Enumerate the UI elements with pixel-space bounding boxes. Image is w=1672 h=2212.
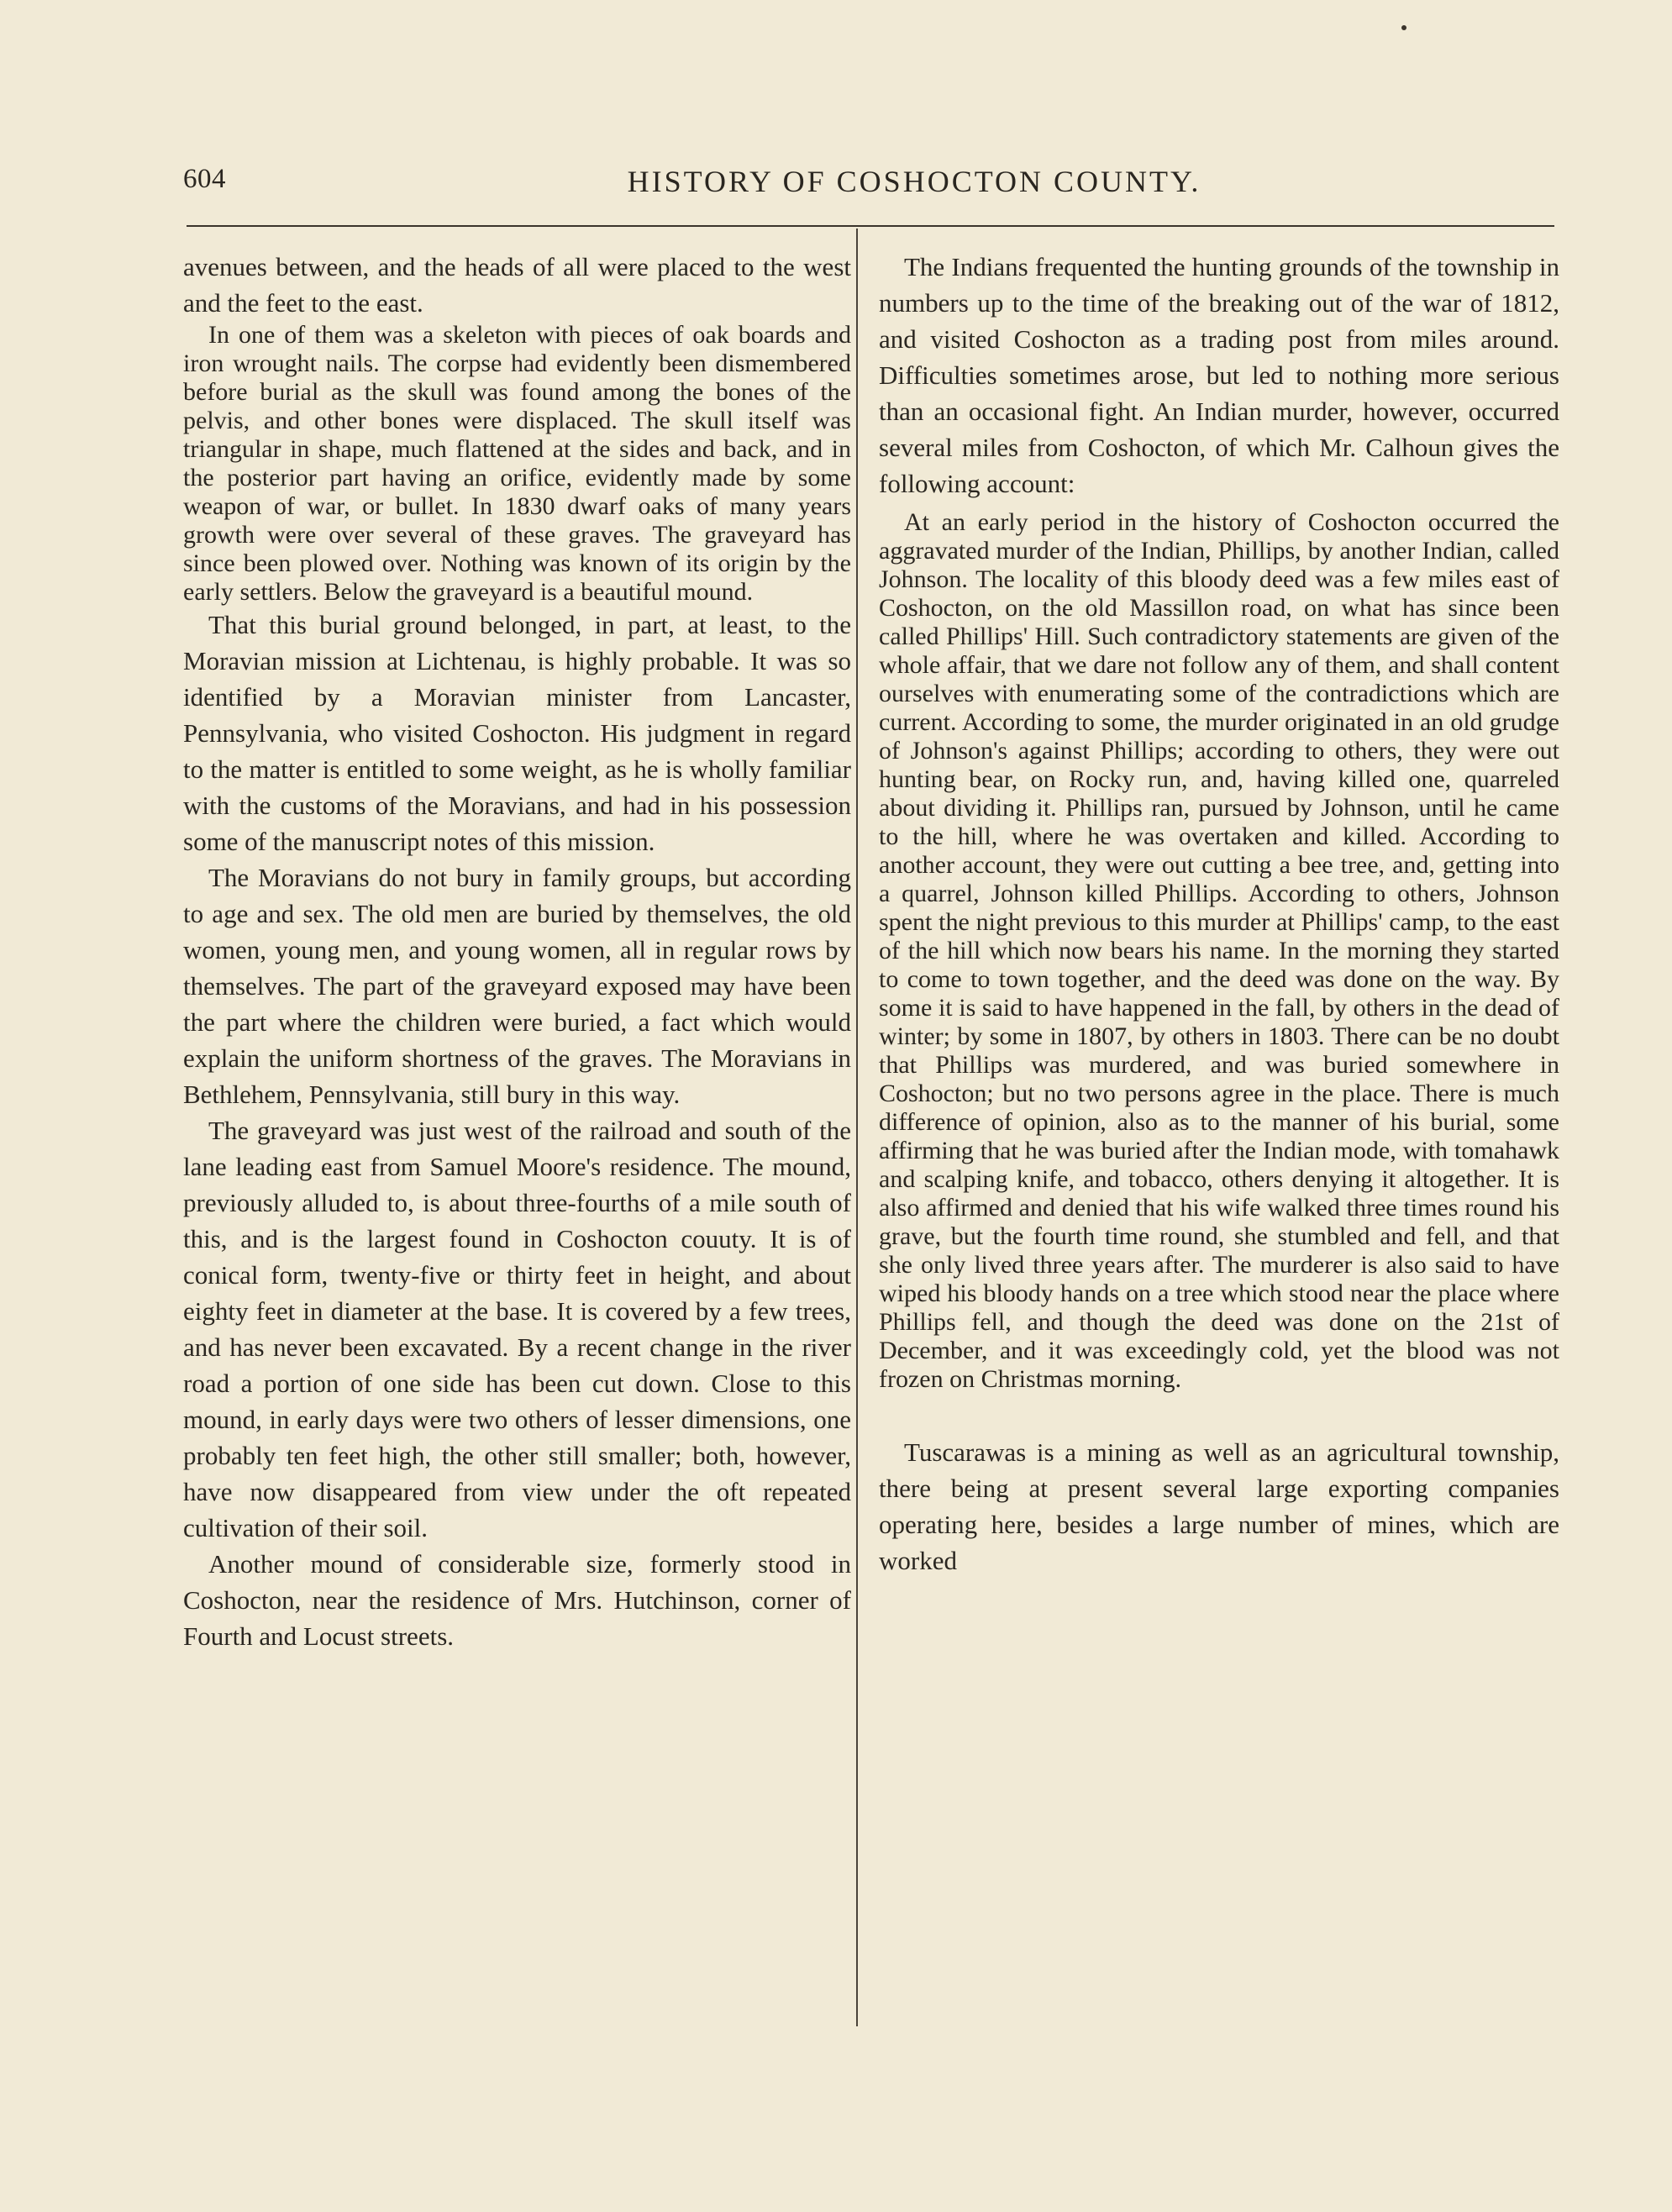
page-number: 604 [183, 164, 226, 194]
paragraph: Another mound of considerable size, formerly stood in Coshocton, near the residence of Mrs. Hutchinson, corner of Fourth and Locust streets. [183, 1549, 851, 1651]
paragraph: The graveyard was just west of the railroad and south of the lane leading east from Samuel Moore's residence. The mound, previously alluded to, is about three-fourths of a mile south of this, and is the largest found in Coshocton couuty. It is of conical form, twenty-five or thirty feet in height, and about eighty feet in diameter at the base. It is covered by a few trees, and has never been excavated. By a recent change in the river road a portion of one side has been cut down. Close to this mound, in early days were two others of lesser dimensions, one probably ten feet high, the other still smaller; both, however, have now disappeared from view under the oft repeated cultivation of their soil. [183, 1116, 851, 1542]
paragraph-closing: Tuscarawas is a mining as well as an agricultural township, there being at present several large exporting companies operating here, besides a large number of mines, which are worked [879, 1437, 1559, 1575]
paragraph: avenues between, and the heads of all were placed to the west and the feet to the east. [183, 252, 851, 318]
paragraph: In one of them was a skeleton with pieces of oak boards and iron wrought nails. The corpse had evidently been dismembered before burial as the skull was found among the bones of the pelvis, and other bones were displaced. The skull itself was triangular in shape, much flattened at the sides and back, and in the posterior part having an orifice, evidently made by some weapon of war, or bullet. In 1830 dwarf oaks of many years growth were over several of these graves. The graveyard has since been plowed over. Nothing was known of its origin by the early settlers. Below the graveyard is a beautiful mound. [183, 321, 851, 606]
paragraph: The Moravians do not bury in family groups, but according to age and sex. The old men are buried by themselves, the old women, young men, and young women, all in regular rows by themselves. The part of the graveyard exposed may have been the part where the children were buried, a fact which would explain the uniform shortness of the graves. The Moravians in Bethlehem, Pennsylvania, still bury in this way. [183, 863, 851, 1109]
column-divider [856, 229, 858, 2026]
page-header [183, 164, 1553, 206]
right-column [879, 249, 1559, 1579]
section-gap [879, 1394, 1559, 1434]
paragraph: That this burial ground belonged, in part, at least, to the Moravian mission at Lichtenau, is highly probable. It was so identified by a Moravian minister from Lancaster, Pennsylvania, who visited Coshocton. His judgment in regard to the matter is entitled to some weight, as he is wholly familiar with the customs of the Moravians, and had in his possession some of the manuscript notes of this mission. [183, 610, 851, 856]
ink-speck [1401, 25, 1406, 30]
left-column [183, 249, 851, 1654]
quoted-account: At an early period in the history of Coshocton occurred the aggravated murder of the Indian, Phillips, by another Indian, called Johnson. The locality of this bloody deed was a few miles east of Coshocton, on the old Massillon road, on what has since been called Phillips' Hill. Such contradictory statements are given of the whole affair, that we dare not follow any of them, and shall content ourselves with enumerating some of the contradictions which are current. According to some, the murder originated in an old grudge of Johnson's against Phillips; according to others, they were out hunting bear, on Rocky run, and, having killed one, quarreled about dividing it. Phillips ran, pursued by Johnson, until he came to the hill, where he was overtaken and killed. According to another account, they were out cutting a bee tree, and, getting into a quarrel, Johnson killed Phillips. According to others, Johnson spent the night previous to this murder at Phillips' camp, to the east of the hill which now bears his name. In the morning they started to come to town together, and the deed was done on the way. By some it is said to have happened in the fall, by others in the dead of winter; by some in 1807, by others in 1803. There can be no doubt that Phillips was murdered, and was buried somewhere in Coshocton; but no two persons agree in the place. There is much difference of opinion, also as to the manner of his burial, some affirming that he was buried after the Indian mode, with tomahawk and scalping knife, and tobacco, others denying it altogether. It is also affirmed and denied that his wife walked three times round his grave, but the fourth time round, she stumbled and fell, and that she only lived three years after. The murderer is also said to have wiped his bloody hands on a tree which stood near the place where Phillips fell, and though the deed was done on the 21st of December, and it was exceedingly cold, yet the blood was not frozen on Christmas morning. [879, 508, 1559, 1393]
header-rule [187, 225, 1554, 227]
running-title: HISTORY OF COSHOCTON COUNTY. [627, 165, 1201, 198]
paragraph-intro: The Indians frequented the hunting grounds of the township in numbers up to the time of the breaking out of the war of 1812, and visited Coshocton as a trading post from miles around. Difficulties sometimes arose, but led to nothing more serious than an occasional fight. An Indian murder, however, occurred several miles from Coshocton, of which Mr. Calhoun gives the following account: [879, 252, 1559, 498]
